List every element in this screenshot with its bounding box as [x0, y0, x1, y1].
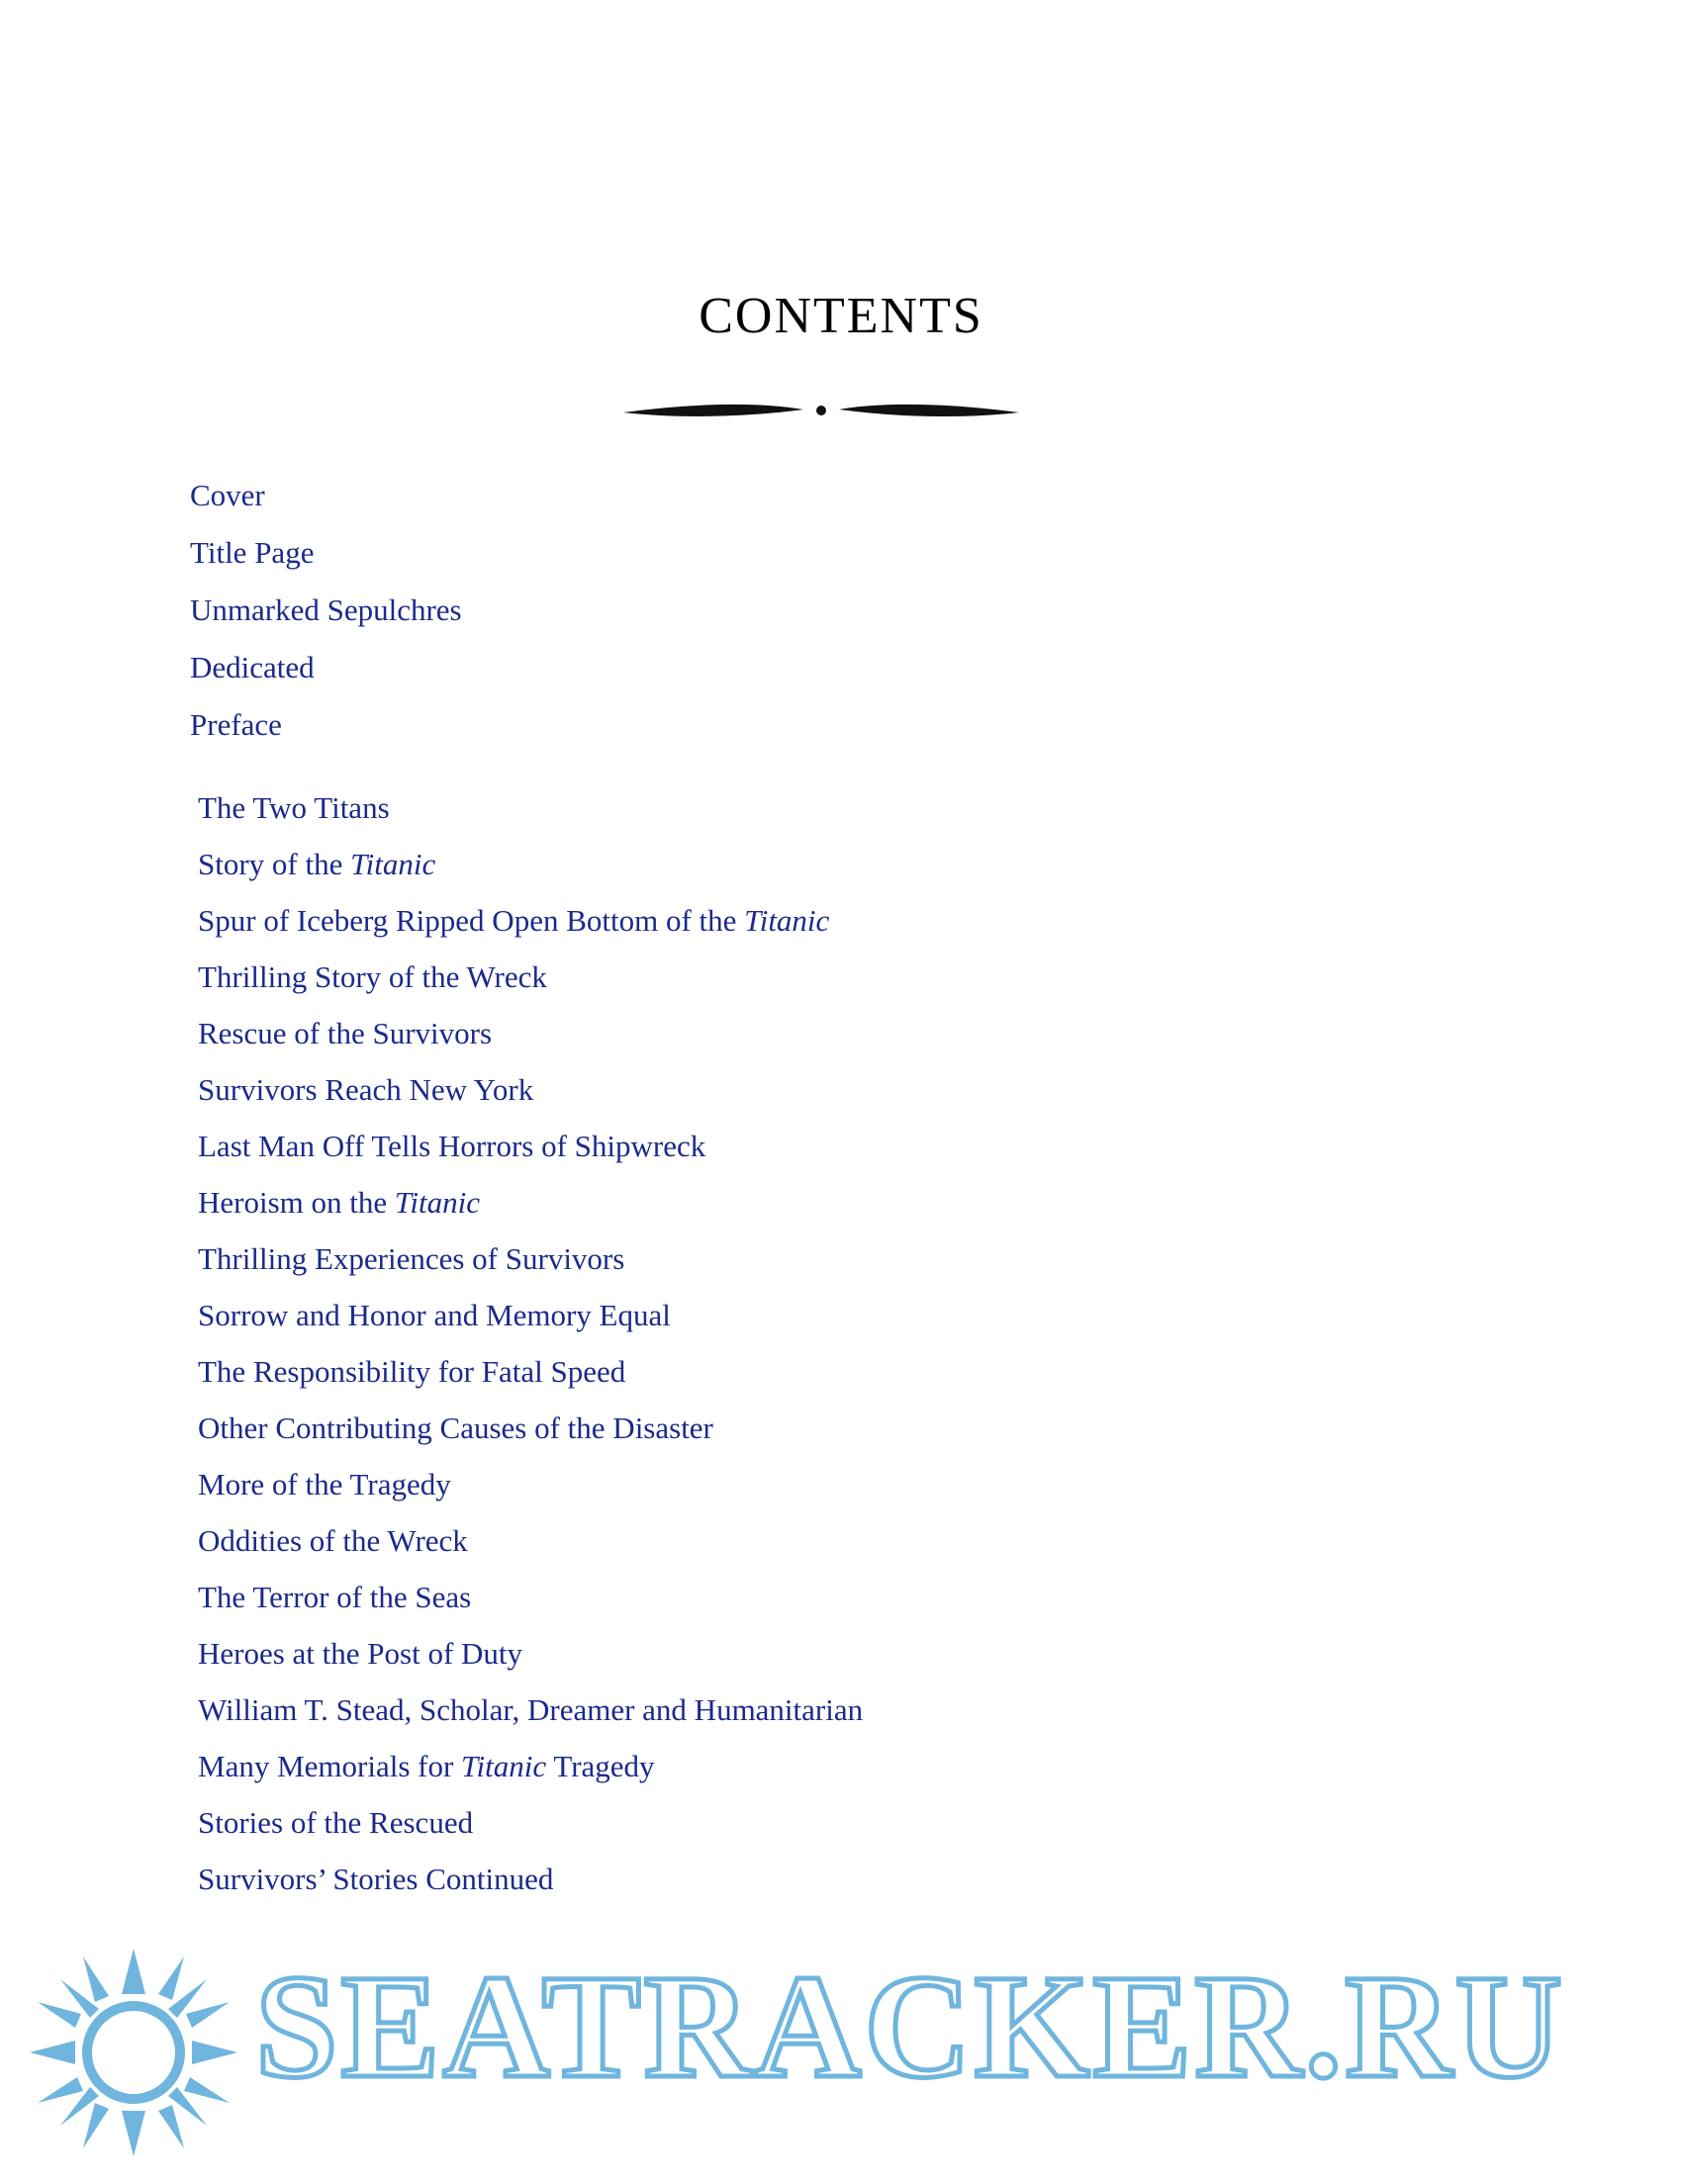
list-item[interactable] — [198, 1738, 1534, 1794]
list-item[interactable]: Unmarked Sepulchres — [190, 592, 462, 627]
list-item[interactable] — [198, 1005, 1534, 1061]
chapter-text-before: Rescue of the Survivors — [198, 1016, 493, 1050]
chapter-text-before: Stories of the Rescued — [198, 1805, 474, 1840]
list-item[interactable] — [198, 1682, 1534, 1738]
chapter-text-before: Last Man Off Tells Horrors of Shipwreck — [198, 1129, 706, 1163]
chapter-text-before: The Terror of the Seas — [198, 1580, 472, 1614]
chapter-text-before: Thrilling Experiences of Survivors — [198, 1241, 625, 1276]
list-item[interactable] — [198, 1174, 1534, 1230]
list-item[interactable] — [198, 836, 1534, 892]
watermark — [0, 1887, 1682, 2184]
chapter-text-before: Many Memorials for — [198, 1749, 462, 1783]
list-item[interactable] — [198, 1569, 1534, 1625]
chapter-text-before: Other Contributing Causes of the Disaster — [198, 1410, 713, 1445]
chapter-text-before: Spur of Iceberg Ripped Open Bottom of the — [198, 903, 745, 938]
front-matter-list — [190, 467, 1476, 754]
list-item[interactable] — [198, 1851, 1534, 1907]
list-item[interactable] — [198, 779, 1534, 836]
list-item[interactable]: Dedicated — [190, 650, 315, 684]
chapter-text-before: William T. Stead, Scholar, Dreamer and Humanitarian — [198, 1692, 864, 1727]
chapter-text-after: Tragedy — [546, 1749, 655, 1783]
list-item[interactable]: Cover — [190, 478, 265, 512]
chapter-text-before: Survivors’ Stories Continued — [198, 1862, 554, 1896]
list-item[interactable] — [198, 1794, 1534, 1851]
chapter-text-before: Oddities of the Wreck — [198, 1523, 468, 1558]
list-item[interactable] — [198, 1456, 1534, 1512]
list-item[interactable] — [198, 1061, 1534, 1118]
list-item[interactable] — [198, 1230, 1534, 1287]
list-item[interactable] — [198, 1625, 1534, 1682]
chapter-text-italic: Titanic — [461, 1749, 547, 1783]
chapter-text-before: Heroes at the Post of Duty — [198, 1636, 523, 1671]
ornamental-divider-icon — [623, 396, 1019, 429]
list-item[interactable] — [198, 1400, 1534, 1456]
chapter-list — [198, 779, 1534, 1907]
chapter-text-italic: Titanic — [744, 903, 830, 938]
list-item[interactable] — [198, 1118, 1534, 1174]
chapter-text-before: The Responsibility for Fatal Speed — [198, 1354, 626, 1389]
list-item[interactable] — [198, 1343, 1534, 1400]
list-item[interactable] — [198, 1512, 1534, 1569]
list-item[interactable] — [198, 1287, 1534, 1343]
chapter-text-before: Story of the — [198, 847, 351, 881]
page-title: CONTENTS — [699, 288, 983, 344]
chapter-text-before: Thrilling Story of the Wreck — [198, 959, 547, 994]
chapter-text-before: Survivors Reach New York — [198, 1072, 534, 1107]
chapter-text-italic: Titanic — [394, 1185, 481, 1220]
list-item[interactable] — [198, 892, 1534, 949]
chapter-text-before: Sorrow and Honor and Memory Equal — [198, 1298, 671, 1332]
chapter-text-italic: Titanic — [350, 847, 436, 881]
list-item[interactable]: Title Page — [190, 535, 315, 570]
watermark-text: SEATRACKER.RU — [255, 1945, 1565, 2109]
list-item[interactable] — [198, 949, 1534, 1005]
chapter-text-before: Heroism on the — [198, 1185, 395, 1220]
sunburst-logo-icon — [30, 1949, 237, 2156]
list-item[interactable]: Preface — [190, 707, 282, 742]
chapter-text-before: More of the Tragedy — [198, 1467, 451, 1502]
chapter-text-before: The Two Titans — [198, 790, 390, 825]
